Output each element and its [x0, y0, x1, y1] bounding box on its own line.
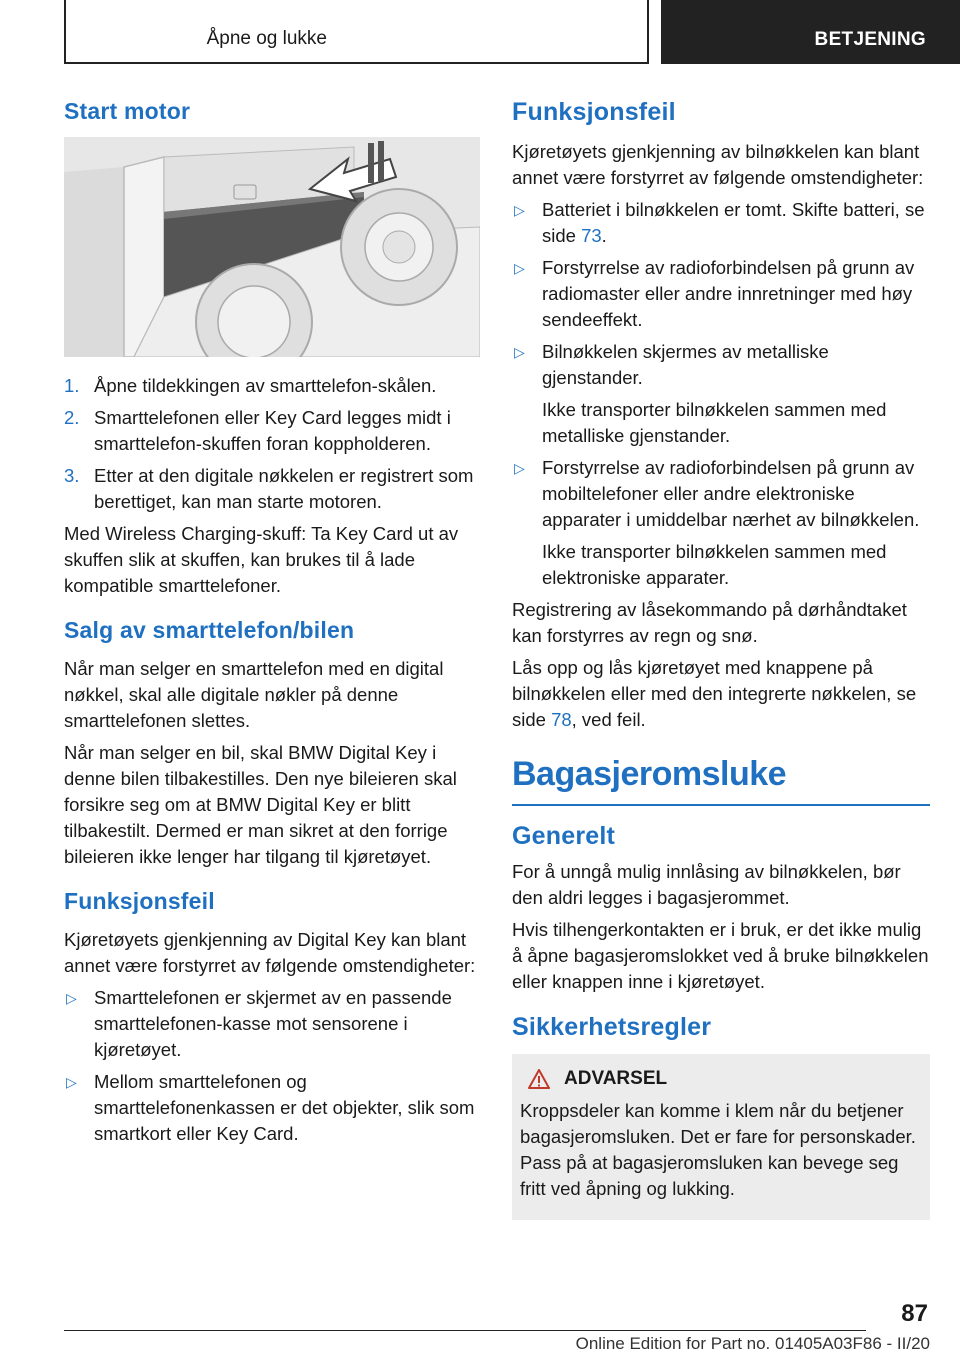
footer-divider — [64, 1330, 866, 1331]
lock-text-b: , ved feil. — [571, 709, 646, 730]
fault-list-right-2 — [512, 455, 930, 533]
sale-paragraph-2: Når man selger en bil, skal BMW Digital Key i denne bilen tilbakestilles. Den nye bileieren skal forsikre seg om at BMW Digital Key er blitt tilbakestilt. Dermed er man sikret at den forrige bileieren ikke lenger har tilgang til kjøretøyet. — [64, 742, 457, 867]
list-item: ▷ Batteriet i bilnøkkelen er tomt. Skifte batteri, se side 73. — [514, 199, 925, 246]
battery-text: Batteriet i bilnøkkelen er tomt. Skifte batteri, se side — [542, 199, 925, 246]
fault-heading-left: Funksjonsfeil — [64, 888, 215, 914]
triangle-bullet-icon: ▷ — [514, 460, 525, 476]
step-text: Smarttelefonen eller Key Card legges midt i smarttelefon-skuffen foran koppholderen. — [94, 407, 451, 454]
triangle-bullet-icon: ▷ — [66, 1074, 77, 1090]
list-item — [64, 463, 480, 515]
header-left-box — [64, 0, 649, 64]
left-column — [64, 98, 480, 1153]
page-link-78[interactable]: 78 — [551, 709, 572, 730]
page-number: 87 — [901, 1300, 928, 1327]
sale-paragraph-1: Når man selger en smarttelefon med en digital nøkkel, skal alle digitale nøkler på denne smarttelefonen slettes. — [64, 658, 444, 731]
warning-triangle-icon — [528, 1069, 550, 1089]
general-paragraph-1: For å unngå mulig innlåsing av bilnøkkelen, bør den aldri legges i bagasjerommet. — [512, 861, 901, 908]
fault-item-text: Mellom smarttelefonen og smarttelefonenkassen er det objekter, slik som smartkort eller Key Card. — [94, 1071, 475, 1144]
mobile-text: Forstyrrelse av radioforbindelsen på grunn av mobiltelefoner eller andre elektroniske apparater i umiddelbar nærhet av bilnøkkelen. — [542, 457, 920, 530]
shield-text: Bilnøkkelen skjermes av metalliske gjenstander. — [542, 341, 829, 388]
list-item — [64, 1069, 480, 1147]
warning-box — [512, 1054, 930, 1220]
wireless-charging-paragraph: Med Wireless Charging-skuff: Ta Key Card ut av skuffen slik at skuffen, kan brukes til å lade kompatible smarttelefoner. — [64, 523, 459, 596]
list-item — [512, 455, 930, 533]
list-item — [64, 405, 480, 457]
lock-paragraph — [512, 655, 930, 733]
list-item — [512, 255, 930, 333]
lock-text-a: Lås opp og lås kjøretøyet med knappene på bilnøkkelen eller med den integrerte nøkkelen, se side — [512, 657, 917, 730]
fault-item-text: Smarttelefonen er skjermet av en passende smarttelefonen-kasse mot sensorene i kjøretøyet. — [94, 987, 452, 1060]
triangle-bullet-icon: ▷ — [514, 202, 525, 218]
step-number: 1. — [64, 375, 80, 396]
mobile-sub-text: Ikke transporter bilnøkkelen sammen med elektroniske apparater. — [542, 541, 887, 588]
chapter-heading: Bagasjeromsluke — [512, 755, 787, 793]
header-chapter-tab — [661, 0, 960, 64]
list-item — [64, 373, 480, 399]
list-item — [64, 985, 480, 1063]
page-link-73[interactable]: 73 — [581, 225, 602, 246]
chapter-divider — [512, 804, 930, 806]
step-text: Åpne tildekkingen av smarttelefon-skålen. — [94, 375, 437, 396]
fault-list-right — [512, 197, 930, 391]
sale-heading: Salg av smarttelefon/bilen — [64, 617, 355, 643]
step-number: 2. — [64, 407, 80, 428]
warning-text: Kroppsdeler kan komme i klem når du betjener bagasjeromsluken. Det er fare for personskader. Pass på at bagasjeromsluken kan bevege seg fritt ved åpning og lukking. — [520, 1100, 916, 1199]
footer-edition: Online Edition for Part no. 01405A03F86 - II/20 — [575, 1334, 930, 1353]
header-section-title: Åpne og lukke — [206, 28, 327, 49]
triangle-bullet-icon: ▷ — [514, 260, 525, 276]
start-steps-list — [64, 373, 480, 515]
start-motor-heading: Start motor — [64, 98, 191, 124]
list-item — [512, 339, 930, 391]
shield-sub-text: Ikke transporter bilnøkkelen sammen med metalliske gjenstander. — [542, 399, 887, 446]
step-number: 3. — [64, 465, 80, 486]
triangle-bullet-icon: ▷ — [66, 990, 77, 1006]
warning-label: ADVARSEL — [564, 1068, 668, 1089]
registration-paragraph: Registrering av låsekommando på dørhåndtaket kan forstyrres av regn og snø. — [512, 599, 907, 646]
right-column — [512, 98, 930, 1220]
step-text: Etter at den digitale nøkkelen er registrert som berettiget, kan man starte motoren. — [94, 465, 474, 512]
fault-intro-right: Kjøretøyets gjenkjenning av bilnøkkelen kan blant annet være forstyrret av følgende omstendigheter: — [512, 141, 924, 188]
radio-text: Forstyrrelse av radioforbindelsen på grunn av radiomaster eller andre innretninger med høy sendeeffekt. — [542, 257, 915, 330]
fault-heading-right: Funksjonsfeil — [512, 98, 676, 126]
general-heading: Generelt — [512, 822, 616, 850]
warning-title — [528, 1068, 922, 1090]
triangle-bullet-icon: ▷ — [514, 344, 525, 360]
header-chapter-title: BETJENING — [814, 29, 926, 50]
safety-heading: Sikkerhetsregler — [512, 1013, 712, 1041]
general-paragraph-2: Hvis tilhengerkontakten er i bruk, er det ikke mulig å åpne bagasjeromslokket ved å bruke bilnøkkelen eller knappen inne i kjøretøyet. — [512, 919, 929, 992]
smartphone-tray-illustration — [64, 137, 480, 357]
fault-intro-left: Kjøretøyets gjenkjenning av Digital Key kan blant annet være forstyrret av følgende omstendigheter: — [64, 929, 476, 976]
fault-list-left — [64, 985, 480, 1147]
